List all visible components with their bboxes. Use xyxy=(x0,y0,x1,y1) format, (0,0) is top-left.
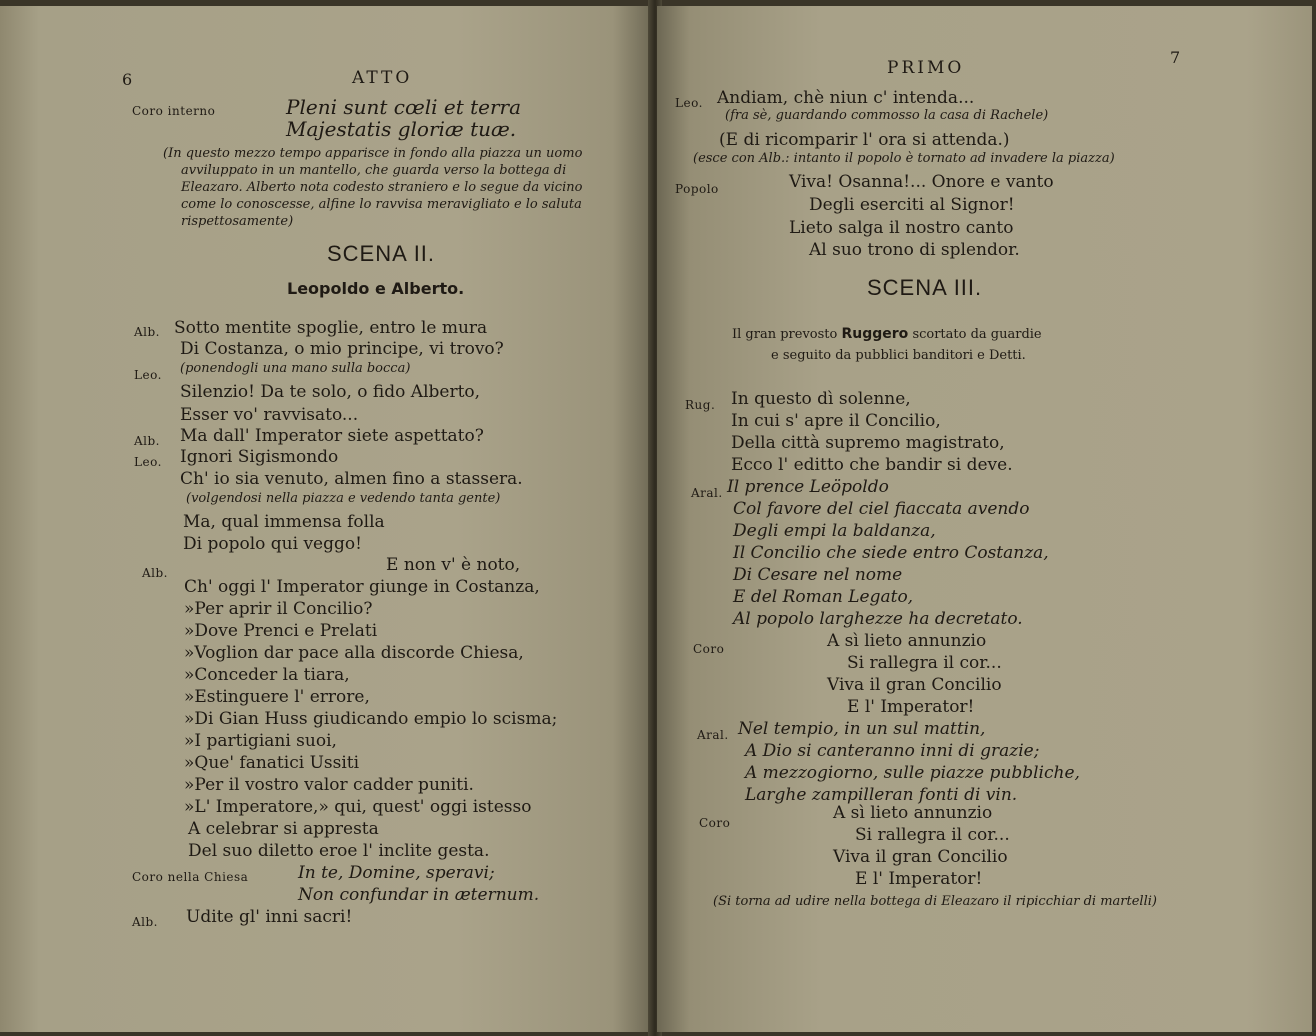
verse-line: E del Roman Legato, xyxy=(733,587,914,607)
speaker-label: Alb. xyxy=(142,566,168,580)
verse-line: Al suo trono di splendor. xyxy=(809,240,1020,260)
verse-line: »Estinguere l' errore, xyxy=(184,687,370,707)
speaker-label: Aral. xyxy=(697,728,729,742)
running-head: ATTO xyxy=(352,68,413,88)
stage-direction: (fra sè, guardando commosso la casa di Rachele) xyxy=(725,108,1049,123)
speaker-label: Coro xyxy=(699,816,731,830)
verse-line: E non v' è noto, xyxy=(386,555,521,575)
verse-line: Ma dall' Imperator siete aspettato? xyxy=(180,426,484,446)
verse-line: A celebrar si appresta xyxy=(188,819,379,839)
verse-line: »Per il vostro valor cadder puniti. xyxy=(184,775,474,795)
stage-direction: (ponendogli una mano sulla bocca) xyxy=(180,361,411,376)
stage-direction: (volgendosi nella piazza e vedendo tanta gente) xyxy=(186,491,501,506)
verse-line: Andiam, chè niun c' intenda... xyxy=(717,88,975,108)
scene-title: SCENA II. xyxy=(327,241,436,266)
verse-line: Viva il gran Concilio xyxy=(827,675,1002,695)
verse-line: A sì lieto annunzio xyxy=(827,631,987,651)
verse-line: »L' Imperatore,» qui, quest' oggi istesso xyxy=(184,797,532,817)
verse-line: In cui s' apre il Concilio, xyxy=(731,411,941,431)
speaker-label: Coro nella Chiesa xyxy=(132,870,249,884)
scene-intro: e seguito da pubblici banditori e Detti. xyxy=(771,348,1026,363)
verse-line: »Per aprir il Concilio? xyxy=(184,599,373,619)
verse-line: Esser vo' ravvisato... xyxy=(180,405,359,425)
speaker-label: Alb. xyxy=(134,434,160,448)
verse-line: Silenzio! Da te solo, o fido Alberto, xyxy=(180,382,481,402)
stage-direction: avviluppato in un mantello, che guarda verso la bottega di xyxy=(181,163,567,178)
speaker-label: Alb. xyxy=(134,325,160,339)
stage-direction: (esce con Alb.: intanto il popolo è tornato ad invadere la piazza) xyxy=(693,151,1115,166)
verse-line: Di Costanza, o mio principe, vi trovo? xyxy=(180,339,504,359)
stage-direction: (In questo mezzo tempo apparisce in fondo alla piazza un uomo xyxy=(163,146,583,161)
stage-direction: (Si torna ad udire nella bottega di Eleazaro il ripicchiar di martelli) xyxy=(713,894,1157,909)
verse-line: In te, Domine, speravi; xyxy=(298,863,495,883)
speaker-label: Leo. xyxy=(675,96,703,110)
speaker-label: Leo. xyxy=(134,368,162,382)
verse-line: »Di Gian Huss giudicando empio lo scisma; xyxy=(184,709,558,729)
verse-line: »Conceder la tiara, xyxy=(184,665,350,685)
stage-direction: come lo conoscesse, alfine lo ravvisa meravigliato e lo saluta xyxy=(181,197,582,212)
verse-line: Il Concilio che siede entro Costanza, xyxy=(733,543,1049,563)
verse-line: »Dove Prenci e Prelati xyxy=(184,621,378,641)
scene-characters: Leopoldo e Alberto. xyxy=(287,279,465,298)
speaker-label: Popolo xyxy=(675,182,719,196)
verse-line: »Que' fanatici Ussiti xyxy=(184,753,360,773)
verse-line: E l' Imperator! xyxy=(847,697,975,717)
character-name: Ruggero xyxy=(841,326,909,342)
scene-intro xyxy=(732,324,1042,345)
verse-line: Ecco l' editto che bandir si deve. xyxy=(731,455,1013,475)
left-page xyxy=(0,6,652,1032)
verse-line: Non confundar in æternum. xyxy=(298,885,540,905)
speaker-label: Aral. xyxy=(691,486,723,500)
verse-line: Degli eserciti al Signor! xyxy=(809,195,1015,215)
verse-line: Majestatis gloriæ tuæ. xyxy=(286,117,517,141)
verse-line: Larghe zampilleran fonti di vin. xyxy=(745,785,1018,805)
page-number: 7 xyxy=(1170,48,1181,67)
verse-line: Viva il gran Concilio xyxy=(833,847,1008,867)
verse-line: (E di ricomparir l' ora si attenda.) xyxy=(719,130,1010,150)
scene-title: SCENA III. xyxy=(867,275,983,300)
verse-line: Della città supremo magistrato, xyxy=(731,433,1005,453)
verse-line: A mezzogiorno, sulle piazze pubbliche, xyxy=(745,763,1080,783)
verse-line: A Dio si canteranno inni di grazie; xyxy=(745,741,1040,761)
verse-line: Viva! Osanna!... Onore e vanto xyxy=(789,172,1054,192)
verse-line: Ignori Sigismondo xyxy=(180,447,339,467)
verse-line: Al popolo larghezze ha decretato. xyxy=(733,609,1023,629)
verse-line: Ma, qual immensa folla xyxy=(183,512,385,532)
page-number: 6 xyxy=(122,70,133,89)
verse-line: Nel tempio, in un sul mattin, xyxy=(738,719,986,739)
verse-line: Udite gl' inni sacri! xyxy=(186,907,353,927)
verse-line: Il prence Leöpoldo xyxy=(727,477,889,497)
verse-line: Si rallegra il cor... xyxy=(855,825,1010,845)
verse-line: E l' Imperator! xyxy=(855,869,983,889)
verse-line: Di Cesare nel nome xyxy=(733,565,903,585)
verse-line: Col favore del ciel fiaccata avendo xyxy=(733,499,1030,519)
verse-line: Ch' io sia venuto, almen fino a stassera. xyxy=(180,469,523,489)
verse-line: »Voglion dar pace alla discorde Chiesa, xyxy=(184,643,524,663)
speaker-label: Leo. xyxy=(134,455,162,469)
verse-line: Del suo diletto eroe l' inclite gesta. xyxy=(188,841,490,861)
verse-line: Ch' oggi l' Imperator giunge in Costanza, xyxy=(184,577,540,597)
verse-line: Degli empi la baldanza, xyxy=(733,521,936,541)
verse-line: Sotto mentite spoglie, entro le mura xyxy=(174,318,488,338)
right-page xyxy=(657,6,1312,1032)
running-head: PRIMO xyxy=(887,58,965,78)
stage-direction: rispettosamente) xyxy=(181,214,294,229)
intro-prefix: Il gran prevosto xyxy=(732,327,838,342)
verse-line: Lieto salga il nostro canto xyxy=(789,218,1014,238)
verse-line: A sì lieto annunzio xyxy=(833,803,993,823)
speaker-label: Coro interno xyxy=(132,104,216,118)
intro-suffix: scortato da guardie xyxy=(912,327,1042,342)
verse-line: Di popolo qui veggo! xyxy=(183,534,362,554)
speaker-label: Rug. xyxy=(685,398,716,412)
speaker-label: Alb. xyxy=(132,915,158,929)
stage-direction: Eleazaro. Alberto nota codesto straniero e lo segue da vicino xyxy=(181,180,583,195)
verse-line: »I partigiani suoi, xyxy=(184,731,337,751)
verse-line: Si rallegra il cor... xyxy=(847,653,1002,673)
speaker-label: Coro xyxy=(693,642,725,656)
verse-line: Pleni sunt cœli et terra xyxy=(286,95,522,119)
verse-line: In questo dì solenne, xyxy=(731,389,911,409)
